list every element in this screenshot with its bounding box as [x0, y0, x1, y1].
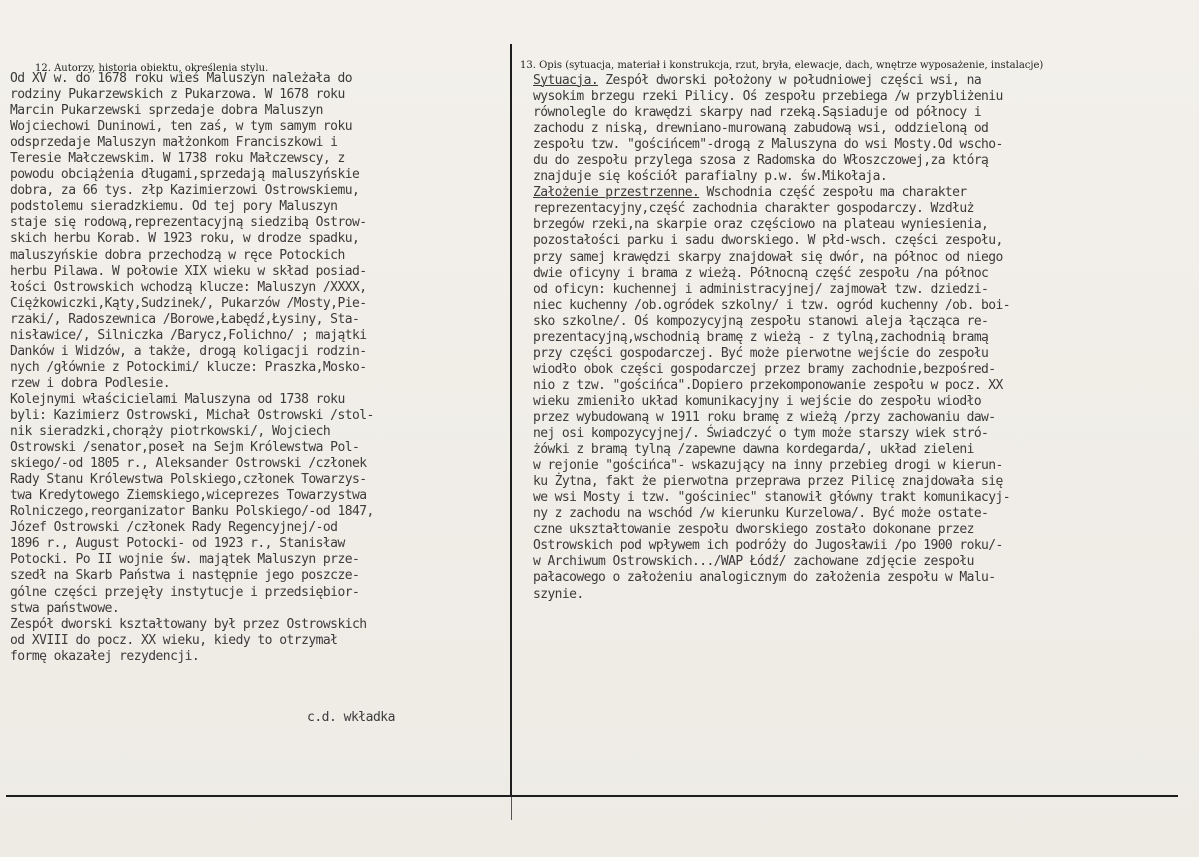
bottom-rule	[6, 795, 1178, 797]
history-line: skich herbu Korab. W 1923 roku, w drodze spadku,	[10, 231, 360, 247]
description-line: niec kuchenny /ob.ogródek szkolny/ i tzw. ogród kuchenny /ob. boi-	[533, 297, 1010, 313]
history-line: odsprzedaje Maluszyn małżonkom Franciszkowi i	[10, 135, 338, 151]
history-line: stwa państwowe.	[10, 600, 120, 616]
description-text	[533, 73, 1010, 603]
description-line: Ostrowskich pod wpływem ich podróży do Jugosławii /po 1900 roku/-	[533, 538, 1003, 554]
description-line: dwie oficyny i brama z wieżą. Północną część zespołu /na północ	[533, 265, 989, 281]
history-line: byli: Kazimierz Ostrowski, Michał Ostrowski /stol-	[10, 407, 374, 423]
column-divider	[510, 44, 512, 796]
history-line: twa Kredytowego Ziemskiego,wiceprezes Towarzystwa	[10, 488, 367, 504]
history-line: skiego/-od 1805 r., Aleksander Ostrowski /członek	[10, 456, 367, 472]
section-13-heading: 13. Opis (sytuacja, materiał i konstrukcja, rzut, bryła, elewacje, dach, wnętrze wyposażenie, instalacje)	[520, 60, 1044, 71]
section-12-heading: 12. Autorzy, historia obiektu, określenia stylu.	[35, 63, 269, 74]
history-line: Teresie Małczewskim. W 1738 roku Małczewscy, z	[10, 151, 345, 167]
history-line: Rolniczego,reorganizator Banku Polskiego/-od 1847,	[10, 504, 374, 520]
history-line: Rady Stanu Królewstwa Polskiego,członek Towarzys-	[10, 472, 367, 488]
description-line: żówki z bramą tylną /zapewne dawna kordegarda/, układ zieleni	[533, 442, 974, 458]
description-line: przy części gospodarczej. Być może pierwotne wejście do zespołu	[533, 345, 989, 361]
description-line: szynie.	[533, 586, 584, 602]
description-line: wysokim brzegu rzeki Pilicy. Oś zespołu przebiega /w przybliżeniu	[533, 89, 1003, 105]
history-line: maluszyńskie dobra przechodzą w ręce Potockich	[10, 247, 345, 263]
history-line: rodziny Pukarzewskich z Pukarzowa. W 1678 roku	[10, 87, 345, 103]
history-line: Wojciechowi Duninowi, ten zaś, w tym samym roku	[10, 119, 353, 135]
description-line: brzegów rzeki,na skarpie oraz częściowo na plateau wyniesienia,	[533, 217, 989, 233]
history-line: łości Ostrowskich wchodzą klucze: Maluszyn /XXXX,	[10, 279, 367, 295]
history-line: staje się rodową,reprezentacyjną siedzibą Ostrow-	[10, 215, 367, 231]
description-line: w rejonie "gościńca"- wskazujący na inny przebieg drogi w kierun-	[533, 458, 1003, 474]
history-line: Ciężkowiczki,Kąty,Sudzinek/, Pukarzów /Mosty,Pie-	[10, 295, 367, 311]
description-line: nio z tzw. "gościńca".Dopiero przekomponowanie zespołu w pocz. XX	[533, 377, 1003, 393]
history-text	[10, 71, 374, 665]
description-line: nej osi kompozycyjnej/. Świadczyć o tym może starszy wiek stró-	[533, 426, 989, 442]
description-line: przy samej krawędzi skarpy znajdował się dwór, na północ od niego	[533, 249, 1003, 265]
description-line: Wschodnia część zespołu ma charakter	[699, 185, 967, 201]
description-line: Zespół dworski położony w południowej części wsi, na	[598, 73, 982, 88]
description-line: pozostałości parku i sadu dworskiego. W płd-wsch. części zespołu,	[533, 233, 1003, 249]
description-line: czne ukształtowanie zespołu dworskiego zostało dokonane przez	[533, 522, 974, 538]
description-line: ku Żytna, fakt że pierwotna przeprawa przez Pilicę znajdowała się	[533, 474, 1003, 490]
history-line: gólne części przejęły instytucje i przedsiębior-	[10, 584, 360, 600]
history-line: Zespół dworski kształtowany był przez Ostrowskich	[10, 616, 367, 632]
description-line: od oficyn: kuchennej i administracyjnej/ zajmował tzw. dziedzi-	[533, 281, 989, 297]
description-line: we wsi Mosty i tzw. "gościniec" stanowił główny trakt komunikacyj-	[533, 490, 1010, 506]
description-line: reprezentacyjny,część zachodnia charakter gospodarczy. Wzdłuż	[533, 201, 974, 217]
history-line: rzew i dobra Podlesie.	[10, 375, 171, 391]
history-line: Marcin Pukarzewski sprzedaje dobra Maluszyn	[10, 103, 323, 119]
description-line: w Archiwum Ostrowskich.../WAP Łódź/ zachowane zdjęcie zespołu	[533, 554, 974, 570]
description-line: znajduje się kościół parafialny p.w. św.Mikołaja.	[533, 169, 888, 185]
description-line: zachodu z niską, drewniano-murowaną zabudową wsi, oddzieloną od	[533, 121, 989, 137]
continuation-note: c.d. wkładka	[307, 710, 395, 725]
description-line: zespołu tzw. "gościńcem"-drogą z Maluszyna do wsi Mosty.Od wscho-	[533, 137, 1003, 153]
description-line: du do zespołu przylega szosa z Radomska do Włoszczowej,za którą	[533, 153, 989, 169]
history-line: nisławice/, Silniczka /Barycz,Folichno/ ; majątki	[10, 327, 367, 343]
history-line: Józef Ostrowski /członek Rady Regencyjnej/-od	[10, 520, 338, 536]
history-line: Od XV w. do 1678 roku wieś Maluszyn należała do	[10, 71, 353, 86]
description-line: wiodło obok części gospodarczej przez bramy zachodnie,bezpośred-	[533, 361, 996, 377]
description-line: pałacowego o założeniu analogicznym do założenia zespołu w Malu-	[533, 570, 996, 586]
history-line: dobra, za 66 tys. złp Kazimierzowi Ostrowskiemu,	[10, 183, 360, 199]
history-line: Ostrowski /senator,poseł na Sejm Królewstwa Pol-	[10, 440, 360, 456]
description-line: sko szkolne/. Oś kompozycyjną zespołu stanowi aleja łącząca re-	[533, 313, 989, 329]
description-line: wieku zmieniło układ komunikacyjny i wejście do zespołu wiodło	[533, 393, 982, 409]
history-line: podstolemu sieradzkiemu. Od tej pory Maluszyn	[10, 199, 338, 215]
history-line: szedł na Skarb Państwa i następnie jego poszcze-	[10, 568, 360, 584]
history-line: od XVIII do pocz. XX wieku, kiedy to otrzymał	[10, 632, 338, 648]
history-line: rzaki/, Radoszewnica /Borowe,Łabędź,Łysiny, Sta-	[10, 311, 360, 327]
description-line: prezentacyjną,wschodnią bramę z wieżą - z tylną,zachodnią bramą	[533, 329, 989, 345]
description-line: ny z zachodu na wschód /w kierunku Kurzelowa/. Być może ostate-	[533, 506, 989, 522]
history-line: powodu obciążenia długami,sprzedają maluszyńskie	[10, 167, 360, 183]
history-line: Potocki. Po II wojnie św. majątek Maluszyn prze-	[10, 552, 360, 568]
history-line: nych /głównie z Potockimi/ klucze: Praszka,Mosko-	[10, 359, 367, 375]
situation-label: Sytuacja.	[533, 73, 599, 88]
history-line: Danków i Widzów, a także, drogą koligacji rodzin-	[10, 343, 367, 359]
history-line: 1896 r., August Potocki- od 1923 r., Stanisław	[10, 536, 345, 552]
description-line: przez wybudowaną w 1911 roku bramę z wieżą /przy zachowaniu daw-	[533, 409, 996, 425]
history-line: herbu Pilawa. W połowie XIX wieku w skład posiad-	[10, 263, 367, 279]
description-line: równolegle do krawędzi skarpy nad rzeką.Sąsiaduje od północy i	[533, 105, 982, 121]
history-line: formę okazałej rezydencji.	[10, 648, 200, 664]
column-divider-tail	[511, 796, 512, 820]
history-line: Kolejnymi właścicielami Maluszyna od 1738 roku	[10, 391, 345, 407]
history-line: nik sieradzki,chorąży piotrkowski/, Wojciech	[10, 424, 331, 440]
spatial-layout-label: Założenie przestrzenne.	[533, 185, 700, 201]
